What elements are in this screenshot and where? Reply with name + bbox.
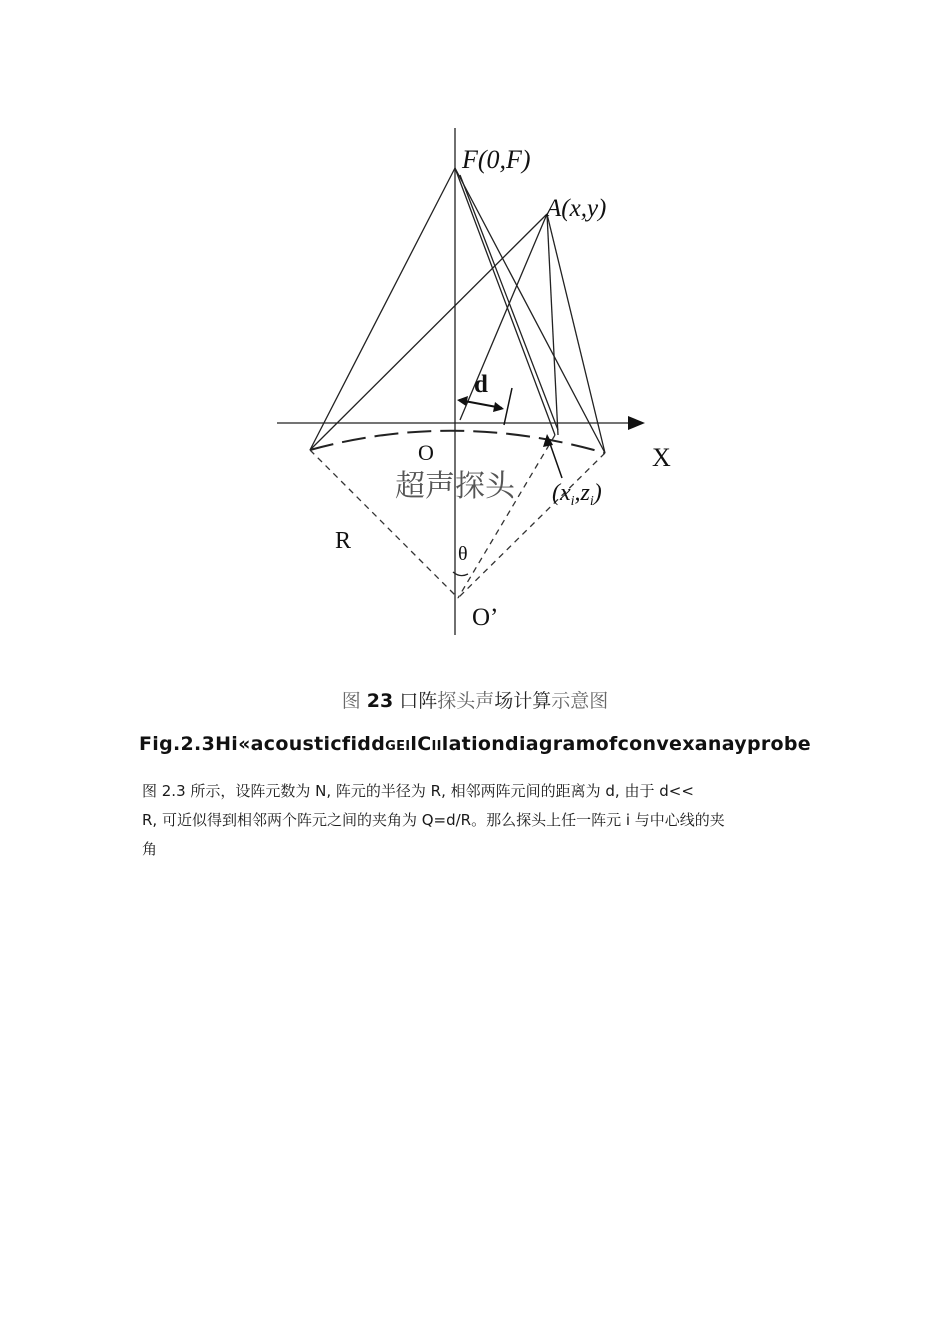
caption-cn-part3: 口阵 (399, 690, 438, 712)
point-a-lines (310, 214, 605, 453)
point-a-label: A(x,y) (546, 195, 607, 222)
caption-en-part4: II (431, 739, 442, 754)
body-paragraph (142, 777, 802, 864)
d-arrowhead-right (493, 402, 504, 412)
focus-label: F(0,F) (462, 145, 531, 174)
element-coord-label: $(x_i,z_i)$ (552, 480, 602, 509)
caption-cn-part6: 示意图 (551, 690, 609, 712)
radius-lines (310, 435, 605, 598)
d-label: d (474, 371, 488, 398)
caption-cn-part1: 图 (341, 690, 361, 712)
caption-en-part5: lationdiagramofconvexanayprobe (441, 733, 811, 755)
diagram-svg (250, 120, 700, 640)
radius-label: R (335, 528, 352, 554)
probe-label: 超声探头 (395, 469, 515, 504)
caption-cn-part2: 23 (366, 690, 394, 712)
caption-en-part3: lC (410, 733, 432, 755)
probe-arc (310, 431, 605, 453)
body-line-3: 角 (142, 840, 158, 858)
caption-cn-part4: 探头声 (437, 690, 495, 712)
convex-array-diagram (250, 120, 700, 640)
figure-caption-english (0, 733, 950, 755)
theta-label: θ (458, 543, 468, 565)
center-label: O’ (472, 604, 499, 631)
origin-label: O (418, 440, 434, 465)
caption-en-part2: GEI (385, 739, 411, 754)
body-line-1: 图 2.3 所示，设阵元数为 N, 阵元的半径为 R, 相邻两阵元间的距离为 d, 由于 d<< (142, 782, 694, 800)
figure-caption-chinese (0, 686, 950, 713)
body-line-2: R, 可近似得到相邻两个阵元之间的夹角为 Q=d/R。那么探头上任一阵元 i 与中心线的夹 (142, 811, 725, 829)
caption-en-part1: Fig.2.3Hi«acousticfidd (139, 733, 386, 755)
x-axis-label: X (652, 443, 671, 472)
x-axis-arrowhead (628, 416, 645, 430)
d-tick (504, 388, 512, 425)
caption-cn-part5: 场计算 (494, 690, 552, 712)
